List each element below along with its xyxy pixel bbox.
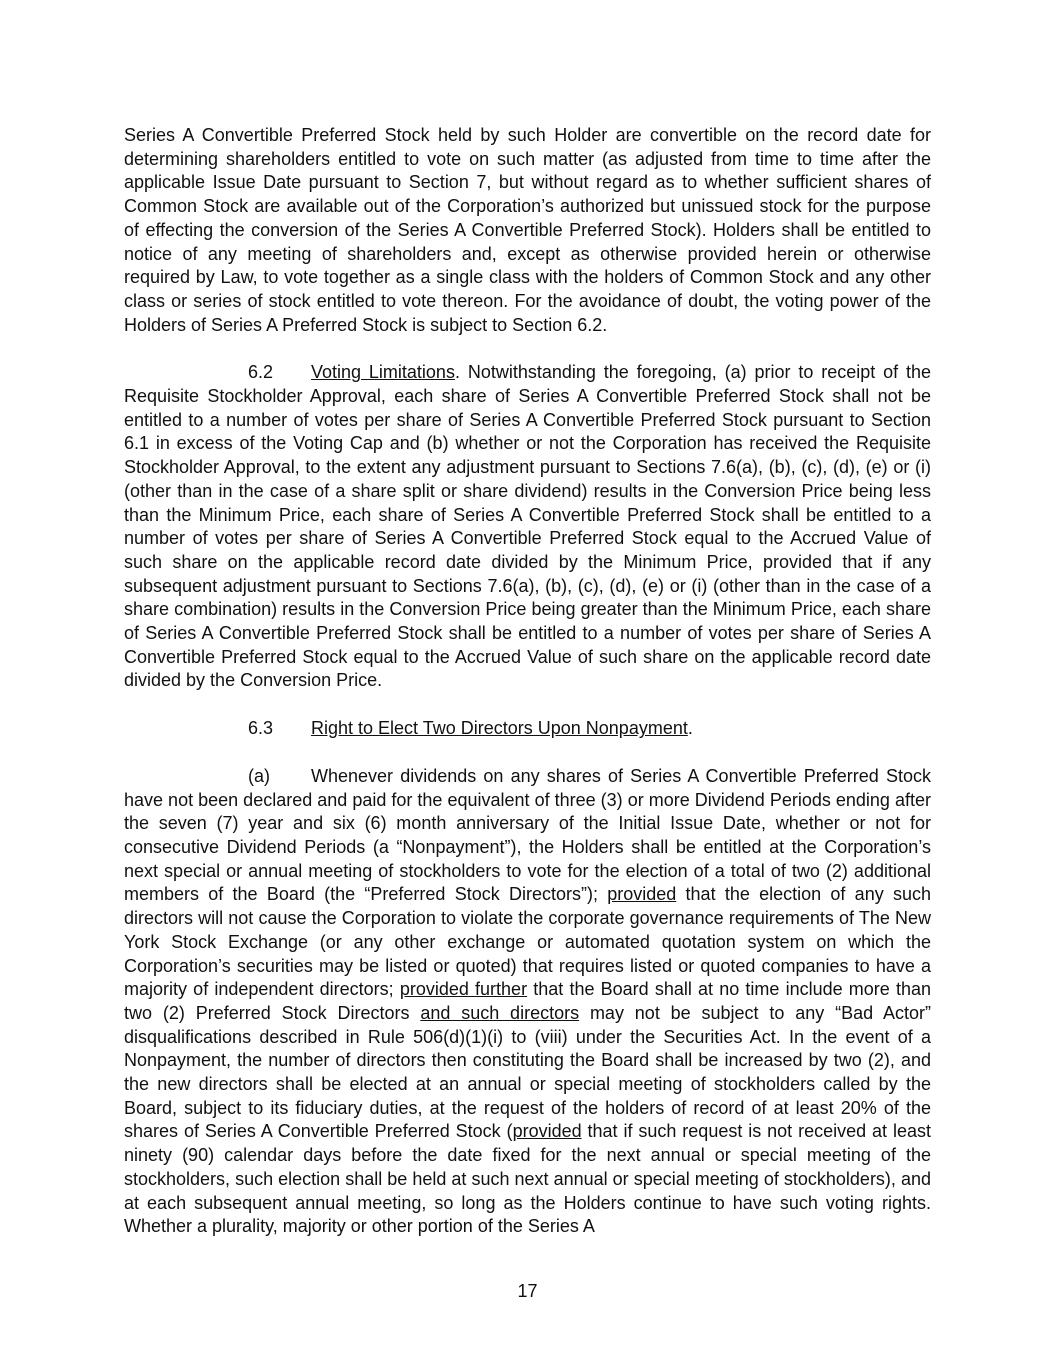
text-segment: that the election of any such directors will not cause the Corporation to violate the corporate governance requirements of The New York Stock Exchange (or any other exchange or automated quotation system on which the Corporation’s securities may be listed or quoted) that requires listed or quoted companies to have a majority of independent directors; — [124, 884, 931, 1000]
subsection-number: (a) — [248, 765, 270, 786]
section-title: Voting Limitations — [311, 362, 455, 383]
section-6-3-a — [124, 765, 931, 1239]
underlined-term: provided further — [399, 979, 528, 1000]
section-number: 6.2 — [248, 362, 274, 383]
underlined-term: provided — [607, 884, 677, 905]
section-6-3-heading — [124, 717, 931, 741]
text-segment: may not be subject to any “Bad Actor” disqualifications described in Rule 506(d)(1)(i) to (viii) under the Securities Act. In the event of a Nonpayment, the number of directors then constituting the Board shall be increased by two (2), and the new directors shall be elected at an annual or special meeting of stockholders called by the Board, subject to its fiduciary duties, at the request of the holders of record of at least 20% of the shares of Series A Convertible Preferred Stock ( — [124, 1002, 932, 1142]
section-6-2 — [124, 361, 931, 693]
paragraph-6-1-continuation: Series A Convertible Preferred Stock held by such Holder are convertible on the record date for determining shareholders entitled to vote on such matter (as adjusted from time to time after the applicable Issue Date pursuant to Section 7, but without regard as to whether sufficient shares of Common Stock are available out of the Corporation’s authorized but unissued stock for the purpose of effecting the conversion of the Series A Convertible Preferred Stock). Holders shall be entitled to notice of any meeting of shareholders and, except as otherwise provided herein or otherwise required by Law, to vote together as a single class with the holders of Common Stock and any other class or series of stock entitled to vote thereon. For the avoidance of doubt, the voting power of the Holders of Series A Preferred Stock is subject to Section 6.2. — [124, 125, 931, 335]
section-title: Right to Elect Two Directors Upon Nonpayment — [311, 718, 688, 739]
text-segment: that if such request is not received at least ninety (90) calendar days before the date fixed for the next annual or special meeting of the stockholders, such election shall be held at such next annual or special meeting of stockholders), and at each subsequent annual meeting, so long as the Holders continue to have such voting rights. Whether a plurality, majority or other portion of the Series A — [124, 1121, 931, 1237]
heading-period: . — [687, 718, 693, 739]
document-page — [124, 124, 931, 1263]
underlined-term: and such directors — [420, 1002, 580, 1023]
section-body: . Notwithstanding the foregoing, (a) prior to receipt of the Requisite Stockholder Approval, each share of Series A Convertible Preferred Stock shall not be entitled to a number of votes per share of Series A Convertible Preferred Stock pursuant to Section 6.1 in excess of the Voting Cap and (b) whether or not the Corporation has received the Requisite Stockholder Approval, to the extent any adjustment pursuant to Sections 7.6(a), (b), (c), (d), (e) or (i) (other than in the case of a share split or share dividend) results in the Conversion Price being less than the Minimum Price, each share of Series A Convertible Preferred Stock shall be entitled to a number of votes per share of Series A Convertible Preferred Stock equal to the Accrued Value of such share on the applicable record date divided by the Minimum Price, provided that if any subsequent adjustment pursuant to Sections 7.6(a), (b), (c), (d), (e) or (i) (other than in the case of a share combination) results in the Conversion Price being greater than the Minimum Price, each share of Series A Convertible Preferred Stock shall be entitled to a number of votes per share of Series A Convertible Preferred Stock equal to the Accrued Value of such share on the applicable record date divided by the Conversion Price. — [124, 362, 931, 691]
text-segment: Whenever dividends on any shares of Series A Convertible Preferred Stock have not been declared and paid for the equivalent of three (3) or more Dividend Periods ending after the seven (7) year and six (6) month anniversary of the Initial Issue Date, whether or not for consecutive Dividend Periods (a “Nonpayment”), the Holders shall be entitled at the Corporation’s next special or annual meeting of stockholders to vote for the election of a total of two (2) additional members of the Board (the “Preferred Stock Directors”); — [124, 765, 931, 905]
underlined-term: provided — [512, 1121, 582, 1142]
page-number: 17 — [517, 1281, 538, 1301]
section-number: 6.3 — [248, 718, 274, 739]
text-segment: that the Board shall at no time include more than two (2) Preferred Stock Directors — [124, 979, 931, 1023]
